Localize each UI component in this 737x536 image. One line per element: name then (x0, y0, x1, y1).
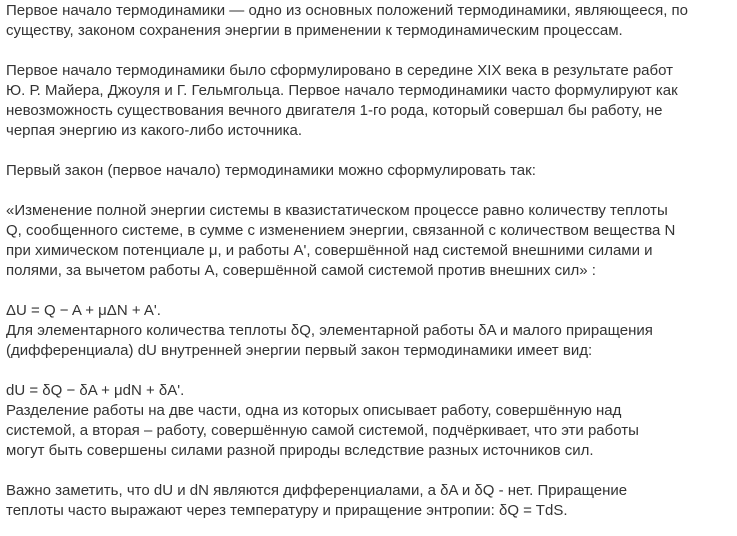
paragraph-history (6, 61, 737, 141)
text-line: Для элементарного количества теплоты δQ, элементарной работы δA и малого приращения (6, 322, 653, 339)
paragraph-formula-differential (6, 381, 737, 461)
paragraph-formula-integral (6, 301, 737, 361)
paragraph-definition (6, 1, 737, 41)
text-line: Первый закон (первое начало) термодинамики можно сформулировать так: (6, 162, 536, 179)
formula-line: dU = δQ − δA + μdN + δA'. (6, 382, 185, 399)
text-line: системой, а вторая – работу, совершённую самой системой, подчёркивает, что эти работы (6, 422, 639, 439)
text-line: «Изменение полной энергии системы в квазистатическом процессе равно количеству теплоты (6, 202, 668, 219)
text-line: Q, сообщенного системе, в сумме с изменением энергии, связанной с количеством вещества N (6, 222, 676, 239)
text-line: Разделение работы на две части, одна из которых описывает работу, совершённую над (6, 402, 622, 419)
text-line: существу, законом сохранения энергии в применении к термодинамическим процессам. (6, 22, 623, 39)
formula-line: ΔU = Q − A + μΔN + A'. (6, 302, 161, 319)
text-line: при химическом потенциале μ, и работы A', совершённой над системой внешними силами и (6, 242, 653, 259)
text-line: полями, за вычетом работы А, совершённой самой системой против внешних сил» : (6, 262, 596, 279)
text-line: могут быть совершены силами разной природы вследствие разных источников сил. (6, 442, 594, 459)
text-line: теплоты часто выражают через температуру и приращение энтропии: δQ = TdS. (6, 502, 568, 519)
text-line: Первое начало термодинамики было сформулировано в середине XIX века в результате работ (6, 62, 674, 79)
paragraph-intro (6, 161, 737, 181)
paragraph-quote (6, 201, 737, 281)
text-line: Первое начало термодинамики — одно из основных положений термодинамики, являющееся, по (6, 2, 688, 19)
text-line: (дифференциала) dU внутренней энергии первый закон термодинамики имеет вид: (6, 342, 593, 359)
text-line: Ю. Р. Майера, Джоуля и Г. Гельмгольца. Первое начало термодинамики часто формулируют как (6, 82, 678, 99)
text-line: невозможность существования вечного двигателя 1-го рода, который совершал бы работу, не (6, 102, 663, 119)
text-line: черпая энергию из какого-либо источника. (6, 122, 303, 139)
text-line: Важно заметить, что dU и dN являются дифференциалами, а δA и δQ - нет. Приращение (6, 482, 628, 499)
paragraph-note (6, 481, 737, 521)
